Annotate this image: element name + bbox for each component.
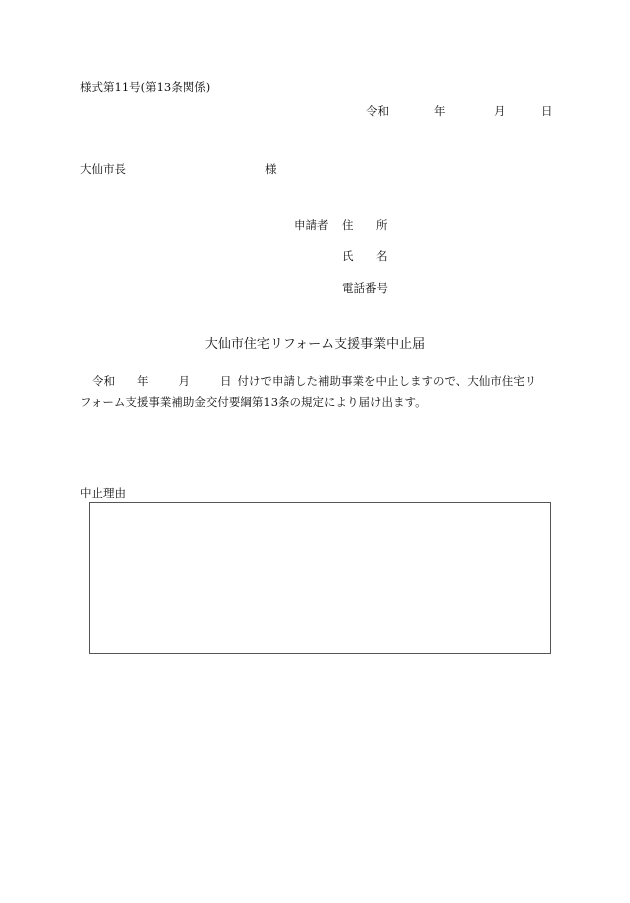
name-label-char-2: 名 <box>376 249 388 263</box>
address-label-char-1: 住 <box>342 218 354 232</box>
body-month-label: 月 <box>178 374 190 388</box>
body-day-label: 日 <box>220 374 232 388</box>
submission-date <box>366 106 552 120</box>
document-title: 大仙市住宅リフォーム支援事業中止届 <box>204 337 426 352</box>
body-line-2: フォーム支援事業補助金交付要綱第13条の規定により届け出ます。 <box>80 395 427 409</box>
body-year-label: 年 <box>137 374 149 388</box>
date-day-label: 日 <box>541 104 553 118</box>
date-era: 令和 <box>366 104 389 118</box>
body-paragraph <box>80 376 552 418</box>
reason-label: 中止理由 <box>80 486 126 500</box>
phone-label: 電話番号 <box>342 281 388 295</box>
body-line-1-text: 付けで申請した補助事業を中止しますので、大仙市住宅リ <box>237 374 537 388</box>
body-era: 令和 <box>92 374 115 388</box>
date-year-label: 年 <box>434 104 446 118</box>
reason-textbox[interactable] <box>89 502 551 654</box>
form-number: 様式第11号(第13条関係) <box>80 80 211 94</box>
applicant-label: 申請者 <box>294 218 329 232</box>
body-line-1 <box>80 376 552 397</box>
date-month-label: 月 <box>494 104 506 118</box>
name-label-char-1: 氏 <box>342 249 354 263</box>
address-label-char-2: 所 <box>376 218 388 232</box>
addressee-name: 大仙市長 <box>80 162 126 176</box>
addressee-honorific: 様 <box>265 162 277 176</box>
